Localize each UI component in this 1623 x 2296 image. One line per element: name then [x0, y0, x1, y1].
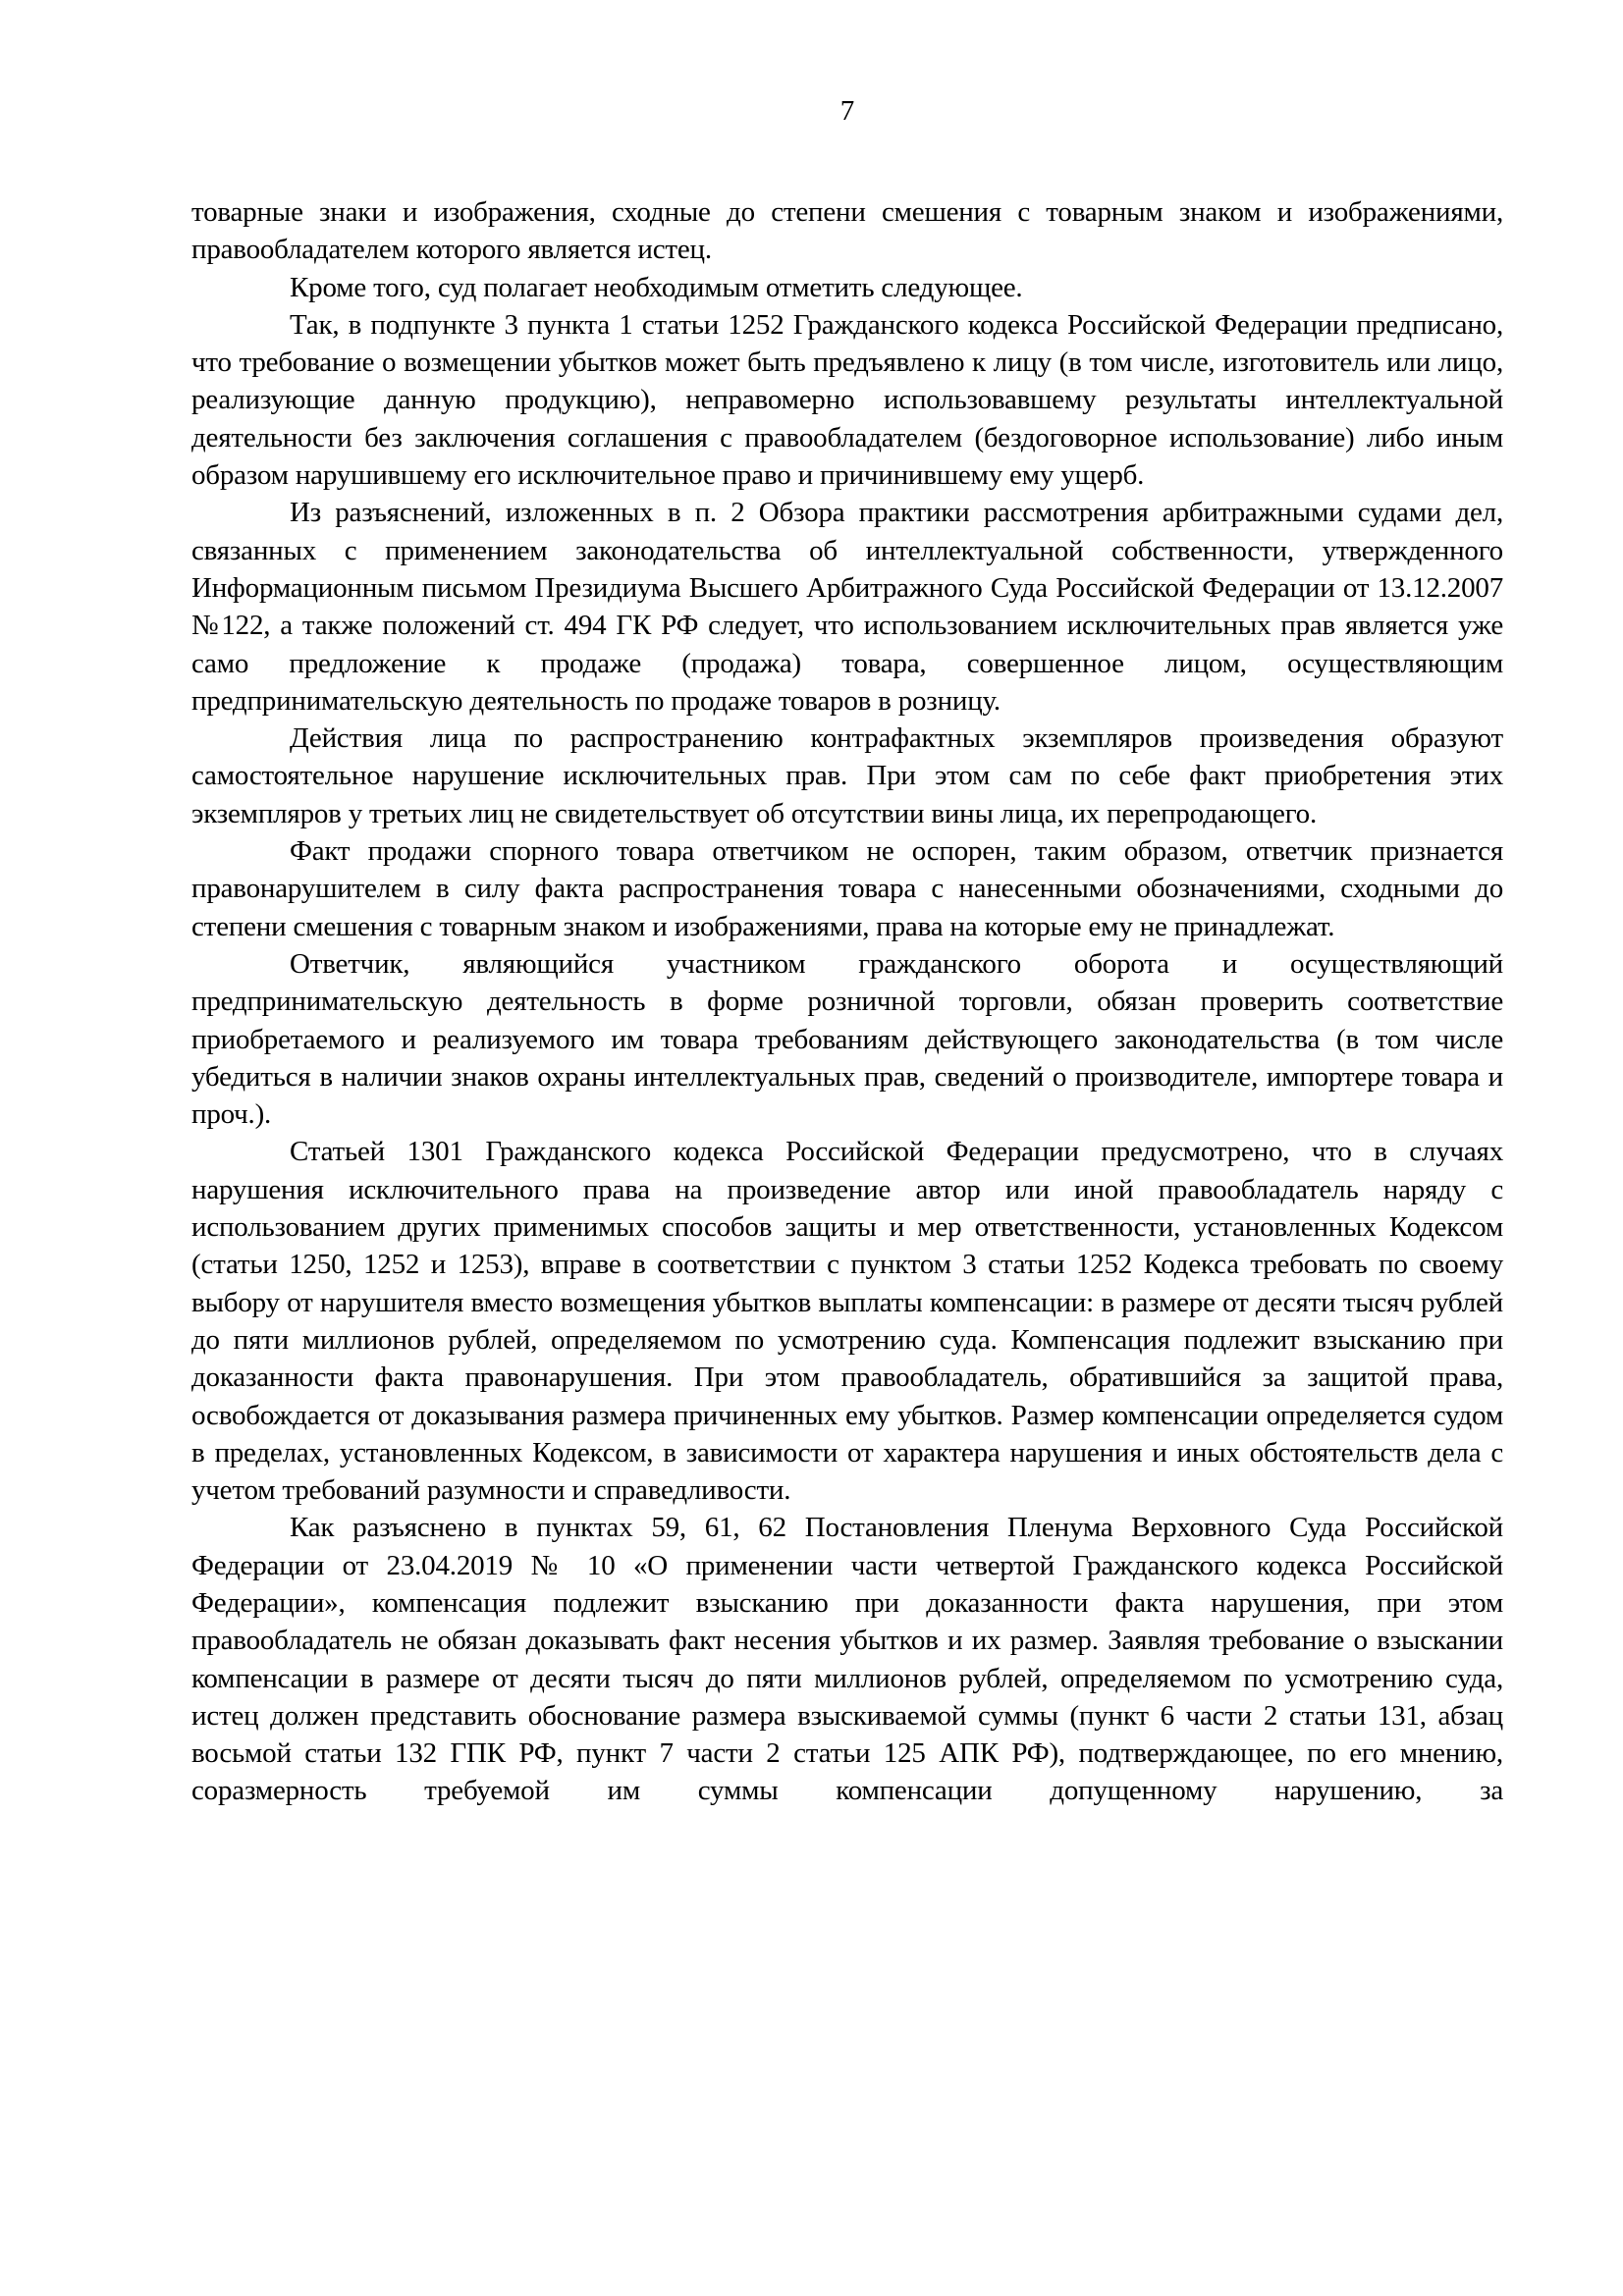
page-number: 7 — [839, 95, 855, 127]
paragraph-fakt-prodazhi: Факт продажи спорного товара ответчиком не оспорен, таким образом, ответчик признается правонарушителем в силу факта распространения товара с нанесенными обозначениями, сходными до степени смешения с товарным знаком и изображениями, права на которые ему не принадлежат. — [191, 835, 1503, 942]
paragraph-otvetchik-uchastnik: Ответчик, являющийся участником гражданского оборота и осуществляющий предпринимательскую деятельность в форме розничной торговли, обязан проверить соответствие приобретаемого и реализуемого им товара требованиям действующего законодательства (в том числе убедиться в наличии знаков охраны интеллектуальных прав, сведений о производителе, импортере товара и проч.). — [191, 947, 1503, 1131]
document-body — [191, 193, 1503, 1810]
paragraph-krome-togo: Кроме того, суд полагает необходимым отметить следующее. — [290, 271, 1023, 303]
paragraph-obzor-praktiki: Из разъяснений, изложенных в п. 2 Обзора практики рассмотрения арбитражными судами дел, связанных с применением законодательства об интеллектуальной собственности, утвержденного Информационным письмом Президиума Высшего Арбитражного Суда Российской Федерации от 13.12.2007 №122, а также положений ст. 494 ГК РФ следует, что использованием исключительных прав является уже само предложение к продаже (продажа) товара, совершенное лицом, осуществляющим предпринимательскую деятельность по продаже товаров в розницу. — [191, 497, 1503, 717]
paragraph-continuation: товарные знаки и изображения, сходные до степени смешения с товарным знаком и изображениями, правообладателем которого является истец. — [191, 196, 1503, 266]
paragraph-plenum-vs-rf: Как разъяснено в пунктах 59, 61, 62 Постановления Пленума Верховного Суда Российской Федерации от 23.04.2019 № 10 «О применении части четвертой Гражданского кодекса Российской Федерации», компенсация подлежит взысканию при доказанности факта нарушения, при этом правообладатель не обязан доказывать факт несения убытков и их размер. Заявляя требование о взыскании компенсации в размере от десяти тысяч до пяти миллионов рублей, определяемом по усмотрению суда, истец должен представить обоснование размера взыскиваемой суммы (пункт 6 части 2 статьи 131, абзац восьмой статьи 132 ГПК РФ, пункт 7 части 2 статьи 125 АПК РФ), подтверждающее, по его мнению, соразмерность требуемой им суммы компенсации допущенному нарушению, за — [191, 1512, 1503, 1807]
paragraph-statya-1301: Статьей 1301 Гражданского кодекса Российской Федерации предусмотрено, что в случаях нарушения исключительного права на произведение автор или иной правообладатель наряду с использованием других применимых способов защиты и мер ответственности, установленных Кодексом (статьи 1250, 1252 и 1253), вправе в соответствии с пунктом 3 статьи 1252 Кодекса требовать по своему выбору от нарушителя вместо возмещения убытков выплаты компенсации: в размере от десяти тысяч рублей до пяти миллионов рублей, определяемом по усмотрению суда. Компенсация подлежит взысканию при доказанности факта правонарушения. При этом правообладатель, обратившийся за защитой права, освобождается от доказывания размера причиненных ему убытков. Размер компенсации определяется судом в пределах, установленных Кодексом, в зависимости от характера нарушения и иных обстоятельств дела с учетом требований разумности и справедливости. — [191, 1136, 1503, 1507]
paragraph-deystviya-litsa: Действия лица по распространению контрафактных экземпляров произведения образуют самостоятельное нарушение исключительных прав. При этом сам по себе факт приобретения этих экземпляров у третьих лиц не свидетельствует об отсутствии вины лица, их перепродающего. — [191, 722, 1503, 829]
paragraph-statya-1252: Так, в подпункте 3 пункта 1 статьи 1252 Гражданского кодекса Российской Федерации предписано, что требование о возмещении убытков может быть предъявлено к лицу (в том числе, изготовитель или лицо, реализующие данную продукцию), неправомерно использовавшему результаты интеллектуальной деятельности без заключения соглашения с правообладателем (бездоговорное использование) либо иным образом нарушившему его исключительное право и причинившему ему ущерб. — [191, 308, 1503, 492]
